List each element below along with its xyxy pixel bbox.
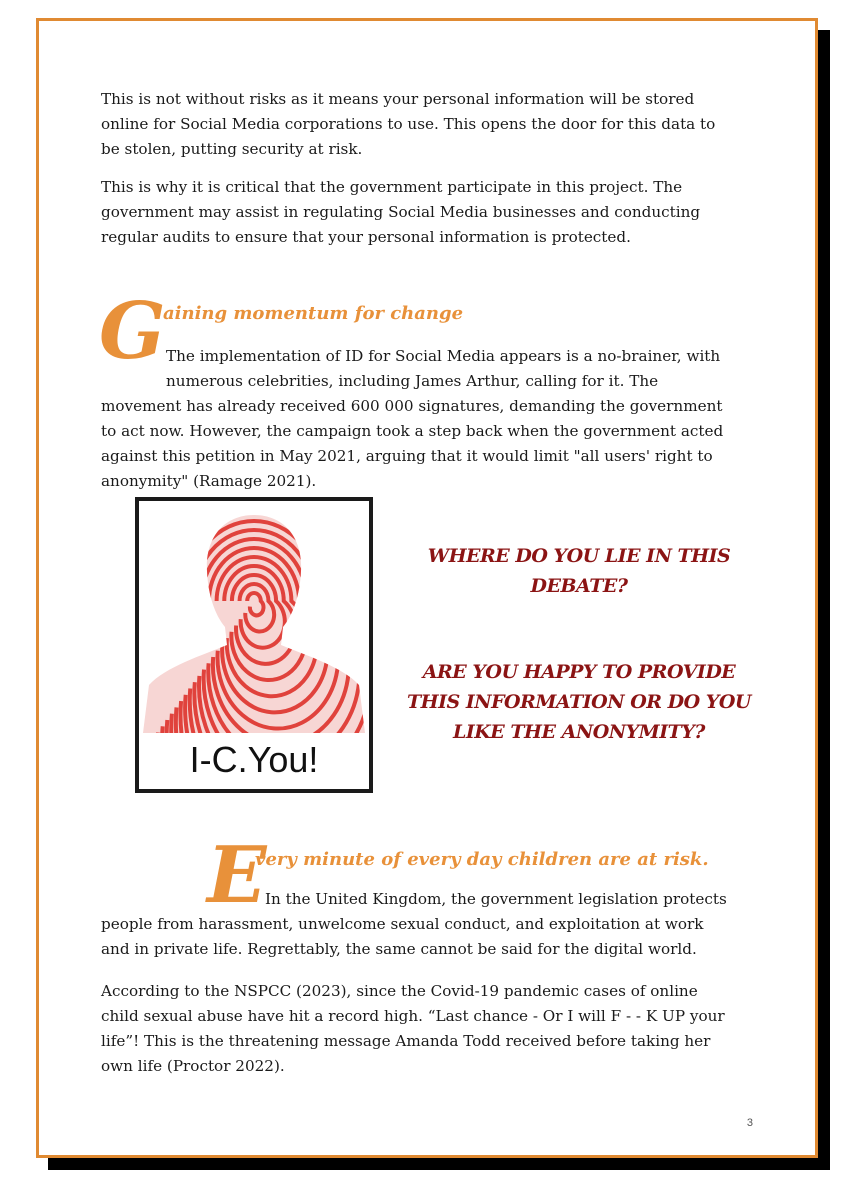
paragraph-risks: This is not without risks as it means your personal information will be stored online for Social Media corporations to use. This opens the door for this data to be stolen, putting security at risk.	[101, 90, 716, 158]
document-page	[36, 18, 818, 1158]
section-title-children-risk: very minute of every day children are at risk.	[255, 849, 709, 870]
callout-anonymity: ARE YOU HAPPY TO PROVIDE THIS INFORMATION OR DO YOU LIKE THE ANONYMITY?	[407, 661, 751, 743]
section-title-momentum: aining momentum for change	[163, 303, 464, 324]
paragraph-legislation: In the United Kingdom, the government legislation protects people from harassment, unwelcome sexual conduct, and exploitation at work and in private life. Regrettably, the same cannot be said for the digital world.	[101, 890, 727, 958]
dropcap-e: E	[207, 830, 267, 921]
page-number: 3	[746, 1117, 753, 1129]
fingerprint-figure	[135, 497, 373, 793]
paragraph-momentum: The implementation of ID for Social Media appears is a no-brainer, with numerous celebrities, including James Arthur, calling for it. The movement has already received 600 000 signatures, demanding the government to act now. However, the campaign took a step back when the government acted against this petition in May 2021, arguing that it would limit "all users' right to anonymity" (Ramage 2021).	[101, 347, 724, 490]
dropcap-g: G	[99, 286, 166, 377]
callout-debate: WHERE DO YOU LIE IN THIS DEBATE?	[427, 545, 731, 597]
fingerprint-head-icon	[143, 505, 365, 733]
paragraph-government: This is why it is critical that the government participate in this project. The government may assist in regulating Social Media businesses and conducting regular audits to ensure that your personal information is protected.	[101, 178, 701, 246]
paragraph-nspcc: According to the NSPCC (2023), since the Covid-19 pandemic cases of online child sexual abuse have hit a record high. “Last chance - Or I will F - - K UP your life”! This is the threatening message Amanda Todd received before taking her own life (Proctor 2022).	[101, 982, 725, 1075]
figure-caption: I-C.You!	[189, 739, 319, 780]
